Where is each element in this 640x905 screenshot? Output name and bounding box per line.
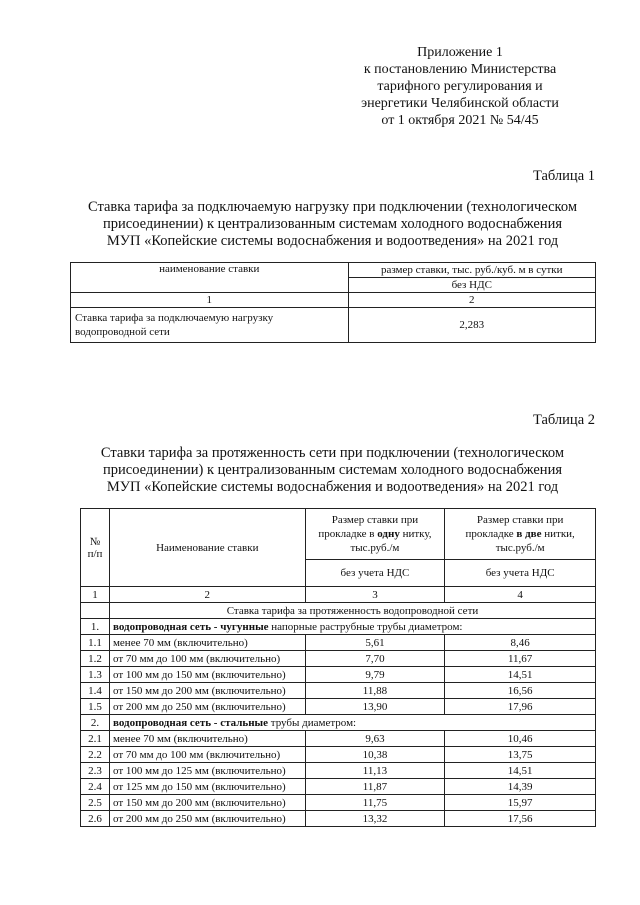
t2-section-title: Ставка тарифа за протяженность водопроводной сети (109, 603, 595, 619)
t2-group1-rest: напорные раструбные трубы диаметром: (268, 620, 463, 633)
table2 (80, 508, 596, 827)
title-line: МУП «Копейские системы водоснабжения и водоотведения» на 2021 год (106, 233, 559, 249)
row-num: 2.5 (81, 795, 110, 811)
row-one: 5,61 (305, 635, 445, 651)
table1-title (60, 199, 605, 250)
row-name: от 70 мм до 100 мм (включительно) (109, 651, 305, 667)
t2-header-num-sign: № (89, 535, 101, 548)
row-name: менее 70 мм (включительно) (109, 635, 305, 651)
t2-vat-two: без учета НДС (445, 560, 596, 587)
row-name: от 100 мм до 150 мм (включительно) (109, 667, 305, 683)
title-line: присоединении) к централизованным системам холодного водоснабжения (103, 462, 562, 478)
t2-h1-line3: тыс.руб./м (350, 542, 400, 554)
row-two: 10,46 (445, 731, 596, 747)
row-two: 13,75 (445, 747, 596, 763)
row-one: 11,88 (305, 683, 445, 699)
t1-col2-header: размер ставки, тыс. руб./куб. м в сутки (348, 263, 596, 278)
row-name: от 100 мм до 125 мм (включительно) (109, 763, 305, 779)
table2-title (60, 445, 605, 496)
row-name: от 125 мм до 150 мм (включительно) (109, 779, 305, 795)
row-num: 2.4 (81, 779, 110, 795)
t1-row-name-line1: Ставка тарифа за подключаемую нагрузку (75, 312, 274, 324)
row-name: от 150 мм до 200 мм (включительно) (109, 683, 305, 699)
row-name: от 200 мм до 250 мм (включительно) (109, 699, 305, 715)
table-row (81, 699, 596, 715)
t2-h1-line2a: прокладке в (318, 528, 378, 540)
table-row (81, 795, 596, 811)
t2-group2-num: 2. (81, 715, 110, 731)
t2-header-name: Наименование ставки (109, 509, 305, 587)
row-num: 2.2 (81, 747, 110, 763)
row-one: 11,87 (305, 779, 445, 795)
row-one: 11,13 (305, 763, 445, 779)
t2-h2-line2a: прокладке (465, 528, 517, 540)
table-row (81, 635, 596, 651)
title-line: Ставка тарифа за подключаемую нагрузку при подключении (технологическом (87, 199, 578, 215)
table-row (81, 747, 596, 763)
table2-label: Таблица 2 (532, 412, 595, 428)
t1-row-name (71, 308, 349, 343)
appendix-header (330, 44, 590, 129)
appendix-line: Приложение 1 (417, 45, 503, 60)
row-two: 14,51 (445, 763, 596, 779)
row-two: 14,51 (445, 667, 596, 683)
row-num: 2.1 (81, 731, 110, 747)
t2-group2-title (109, 715, 595, 731)
table-row (81, 683, 596, 699)
table-row (81, 731, 596, 747)
table-row (81, 763, 596, 779)
t2-group1-title (109, 619, 595, 635)
row-num: 2.3 (81, 763, 110, 779)
row-two: 16,56 (445, 683, 596, 699)
row-num: 1.4 (81, 683, 110, 699)
row-one: 13,90 (305, 699, 445, 715)
title-line: присоединении) к централизованным системам холодного водоснабжения (103, 216, 562, 232)
row-one: 13,32 (305, 811, 445, 827)
t2-group2-rest: трубы диаметром: (268, 716, 357, 729)
row-one: 7,70 (305, 651, 445, 667)
row-one: 10,38 (305, 747, 445, 763)
t2-h2-bold: в две (516, 528, 542, 540)
table-row (81, 667, 596, 683)
t2-group1-rows (81, 635, 596, 715)
row-name: менее 70 мм (включительно) (109, 731, 305, 747)
table-row (81, 779, 596, 795)
t2-header-num-abbr: п/п (87, 547, 103, 560)
t2-section-blank (81, 603, 110, 619)
row-name: от 70 мм до 100 мм (включительно) (109, 747, 305, 763)
t1-row-name-line2: водопроводной сети (75, 326, 170, 338)
appendix-line: от 1 октября 2021 № 54/45 (381, 113, 539, 128)
table1-label: Таблица 1 (532, 168, 595, 184)
row-name: от 150 мм до 200 мм (включительно) (109, 795, 305, 811)
row-num: 1.2 (81, 651, 110, 667)
row-num: 1.3 (81, 667, 110, 683)
t1-col1-header: наименование ставки (71, 263, 349, 293)
appendix-line: тарифного регулирования и (377, 79, 543, 94)
row-name: от 200 мм до 250 мм (включительно) (109, 811, 305, 827)
t2-h1-line1: Размер ставки при (331, 514, 419, 526)
t2-h1-line2c: нитку, (399, 528, 432, 540)
t1-col2-subheader: без НДС (348, 278, 596, 293)
row-two: 11,67 (445, 651, 596, 667)
row-two: 17,96 (445, 699, 596, 715)
t2-group1-bold: водопроводная сеть - чугунные (112, 620, 269, 633)
row-two: 17,56 (445, 811, 596, 827)
appendix-line: к постановлению Министерства (363, 62, 557, 77)
t2-num-3: 3 (305, 587, 445, 603)
t2-num-4: 4 (445, 587, 596, 603)
row-num: 1.5 (81, 699, 110, 715)
row-num: 2.6 (81, 811, 110, 827)
title-line: Ставки тарифа за протяженность сети при подключении (технологическом (100, 445, 565, 461)
t2-header-num (81, 509, 110, 587)
t2-h2-line1: Размер ставки при (476, 514, 564, 526)
t1-col2-number: 2 (348, 293, 596, 308)
row-two: 8,46 (445, 635, 596, 651)
row-two: 15,97 (445, 795, 596, 811)
table-row (81, 651, 596, 667)
t2-h2-line2c: нитки, (541, 528, 575, 540)
row-two: 14,39 (445, 779, 596, 795)
t2-h1-bold: одну (377, 528, 400, 540)
t2-vat-one: без учета НДС (305, 560, 445, 587)
table-row (81, 811, 596, 827)
row-one: 11,75 (305, 795, 445, 811)
t2-num-2: 2 (109, 587, 305, 603)
t2-h2-line3: тыс.руб./м (495, 542, 545, 554)
row-one: 9,79 (305, 667, 445, 683)
t2-num-1: 1 (81, 587, 110, 603)
appendix-line: энергетики Челябинской области (361, 96, 559, 111)
row-num: 1.1 (81, 635, 110, 651)
table1 (70, 262, 596, 343)
t1-row-value: 2,283 (348, 308, 596, 343)
t2-header-one-thread (305, 509, 445, 560)
t2-group2-bold: водопроводная сеть - стальные (112, 716, 269, 729)
t2-group2-rows (81, 731, 596, 827)
row-one: 9,63 (305, 731, 445, 747)
title-line: МУП «Копейские системы водоснабжения и водоотведения» на 2021 год (106, 479, 559, 495)
t1-col1-number: 1 (71, 293, 349, 308)
t2-group1-num: 1. (81, 619, 110, 635)
t2-header-two-threads (445, 509, 596, 560)
